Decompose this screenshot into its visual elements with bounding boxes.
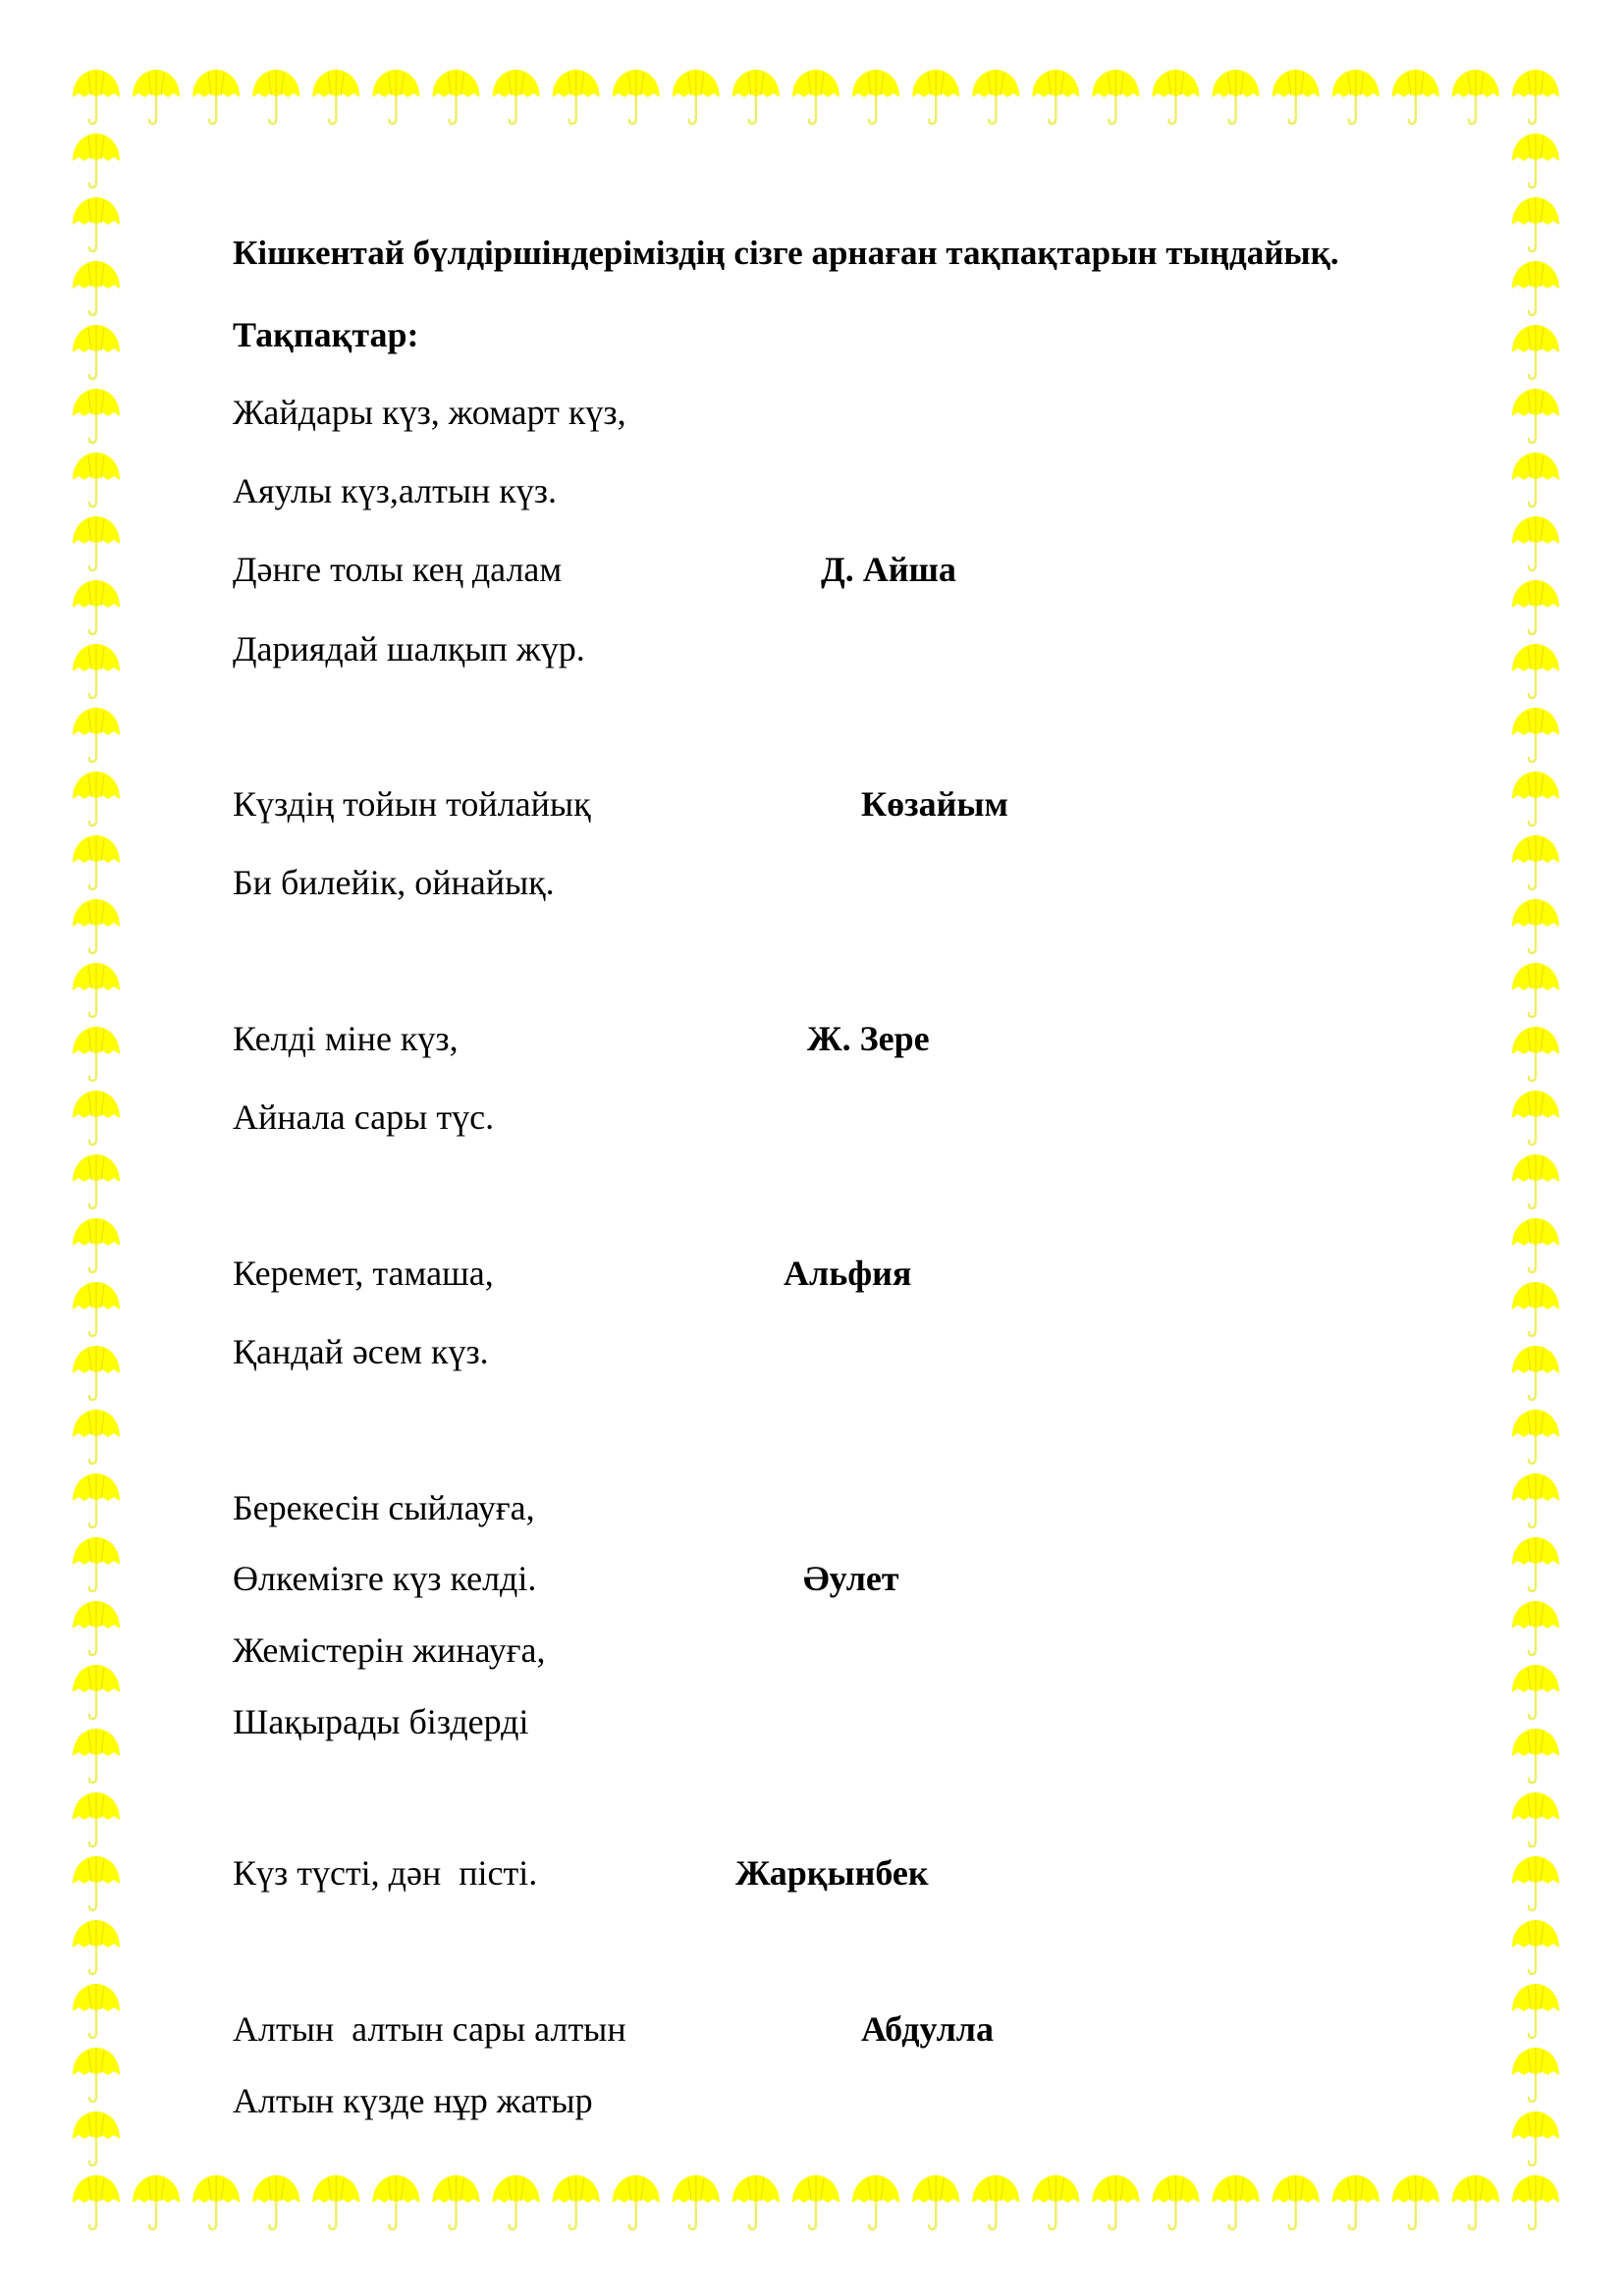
umbrella-icon [372, 2175, 419, 2229]
umbrella-icon [553, 70, 600, 124]
umbrella-icon [1512, 1027, 1559, 1081]
umbrella-icon [73, 453, 120, 507]
umbrella-icon [73, 644, 120, 698]
poem-line: Жайдары күз, жомарт күз, [233, 393, 626, 432]
umbrella-icon [792, 2175, 839, 2229]
umbrella-icon [732, 2175, 780, 2229]
poem-line: Келді міне күз, [233, 1019, 459, 1058]
umbrella-icon [1332, 70, 1380, 124]
umbrella-icon [1512, 708, 1559, 762]
poem-author: Альфия [784, 1254, 912, 1293]
umbrella-icon [1512, 1282, 1559, 1336]
umbrella-icon [1512, 1856, 1559, 1910]
umbrella-icon [1452, 2175, 1499, 2229]
umbrella-icon [372, 70, 419, 124]
umbrella-icon [1153, 70, 1200, 124]
umbrella-icon [73, 963, 120, 1017]
umbrella-icon [1512, 197, 1559, 251]
umbrella-icon [73, 1473, 120, 1527]
umbrella-icon [1512, 133, 1559, 187]
umbrella-icon [1512, 963, 1559, 1017]
umbrella-icon [1512, 1729, 1559, 1783]
umbrella-icon [252, 70, 299, 124]
umbrella-icon [1213, 2175, 1260, 2229]
poem-line: Күздің тойын тойлайық [233, 784, 591, 824]
umbrella-icon [1153, 2175, 1200, 2229]
umbrella-icon [673, 70, 720, 124]
umbrella-icon [73, 835, 120, 889]
umbrella-icon [73, 2111, 120, 2165]
umbrella-icon [73, 1920, 120, 1974]
umbrella-icon [133, 2175, 180, 2229]
umbrella-icon [1092, 70, 1139, 124]
umbrella-icon [433, 70, 480, 124]
umbrella-icon [972, 70, 1019, 124]
poem-line: Жемістерін жинауға, [233, 1630, 546, 1670]
umbrella-icon [73, 1792, 120, 1846]
umbrella-icon [1512, 1984, 1559, 2038]
poem-line: Күз түсті, дән пісті. [233, 1853, 538, 1893]
umbrella-icon [493, 70, 540, 124]
umbrella-icon [1512, 261, 1559, 315]
umbrella-icon [1512, 453, 1559, 507]
page-title: Кішкентай бүлдіршіндеріміздің сізге арнаған тақпақтарын тыңдайық. [233, 234, 1339, 272]
umbrella-icon [1213, 70, 1260, 124]
umbrella-icon [972, 2175, 1019, 2229]
section-subtitle: Тақпақтар: [233, 315, 419, 354]
umbrella-icon [73, 580, 120, 634]
umbrella-icon [493, 2175, 540, 2229]
umbrella-icon [912, 2175, 959, 2229]
umbrella-icon [73, 772, 120, 826]
umbrella-icon [1512, 644, 1559, 698]
umbrella-icon [1512, 1091, 1559, 1145]
umbrella-icon [1512, 1346, 1559, 1400]
umbrella-icon [912, 70, 959, 124]
umbrella-icon [73, 1601, 120, 1655]
umbrella-icon [1272, 70, 1320, 124]
umbrella-icon [73, 1665, 120, 1719]
umbrella-icon [312, 2175, 359, 2229]
umbrella-icon [73, 899, 120, 953]
umbrella-icon [73, 1027, 120, 1081]
umbrella-icon [73, 1282, 120, 1336]
umbrella-icon [73, 389, 120, 443]
umbrella-icon [1512, 772, 1559, 826]
umbrella-icon [73, 261, 120, 315]
poem-line: Айнала сары түс. [233, 1097, 495, 1137]
umbrella-icon [1392, 2175, 1439, 2229]
umbrella-icon [73, 1856, 120, 1910]
umbrella-icon [1512, 580, 1559, 634]
umbrella-icon [1512, 70, 1559, 124]
umbrella-icon [1512, 325, 1559, 379]
umbrella-icon [1512, 1792, 1559, 1846]
umbrella-icon [73, 1537, 120, 1591]
umbrella-icon [73, 2048, 120, 2102]
umbrella-icon [1512, 899, 1559, 953]
umbrella-icon [1512, 1218, 1559, 1272]
umbrella-icon [192, 70, 240, 124]
poem-line: Өлкемізге күз келді. [233, 1559, 537, 1598]
umbrella-icon [1512, 1410, 1559, 1464]
umbrella-icon [613, 70, 660, 124]
umbrella-icon [73, 516, 120, 570]
umbrella-icon [252, 2175, 299, 2229]
umbrella-icon [73, 1154, 120, 1208]
umbrella-icon [1512, 835, 1559, 889]
poem-line: Алтын күзде нұр жатыр [233, 2081, 593, 2120]
umbrella-icon [852, 2175, 899, 2229]
umbrella-icon [73, 325, 120, 379]
poem-line: Шақырады біздерді [233, 1702, 529, 1741]
poem-line: Керемет, тамаша, [233, 1254, 494, 1293]
umbrella-icon [1332, 2175, 1380, 2229]
umbrella-icon [553, 2175, 600, 2229]
umbrella-icon [73, 708, 120, 762]
umbrella-icon [1512, 1920, 1559, 1974]
poem-line: Дәнге толы кең далам [233, 550, 563, 589]
umbrella-icon [1272, 2175, 1320, 2229]
poem-line: Қандай әсем күз. [233, 1332, 489, 1371]
umbrella-icon [1392, 70, 1439, 124]
umbrella-icon [1512, 516, 1559, 570]
umbrella-icon [1512, 1601, 1559, 1655]
umbrella-icon [73, 197, 120, 251]
umbrella-icon [73, 70, 120, 124]
umbrella-icon [1032, 70, 1079, 124]
umbrella-icon [1512, 389, 1559, 443]
umbrella-icon [1512, 1665, 1559, 1719]
umbrella-icon [1032, 2175, 1079, 2229]
umbrella-icon [792, 70, 839, 124]
umbrella-icon [73, 2175, 120, 2229]
umbrella-icon [73, 133, 120, 187]
umbrella-icon [73, 1984, 120, 2038]
umbrella-icon [1512, 1473, 1559, 1527]
poem-author: Көзайым [861, 784, 1008, 824]
poem-line: Дариядай шалқып жүр. [233, 629, 585, 668]
umbrella-icon [1512, 1537, 1559, 1591]
umbrella-icon [613, 2175, 660, 2229]
umbrella-icon [1512, 2111, 1559, 2165]
umbrella-icon [133, 70, 180, 124]
umbrella-icon [1452, 70, 1499, 124]
poem-author: Абдулла [861, 2009, 994, 2049]
umbrella-icon [73, 1729, 120, 1783]
umbrella-icon [732, 70, 780, 124]
umbrella-icon [73, 1346, 120, 1400]
umbrella-icon [433, 2175, 480, 2229]
poem-author: Әулет [803, 1559, 899, 1598]
umbrella-icon [1092, 2175, 1139, 2229]
umbrella-icon [192, 2175, 240, 2229]
umbrella-icon [73, 1091, 120, 1145]
umbrella-icon [1512, 1154, 1559, 1208]
umbrella-icon [1512, 2048, 1559, 2102]
poem-author: Д. Айша [821, 550, 956, 589]
poem-line: Берекесін сыйлауға, [233, 1488, 535, 1527]
umbrella-icon [673, 2175, 720, 2229]
umbrella-icon [73, 1218, 120, 1272]
umbrella-icon [312, 70, 359, 124]
umbrella-icon [1512, 2175, 1559, 2229]
poem-line: Аяулы күз,алтын күз. [233, 471, 557, 510]
poem-line: Би билейік, ойнайық. [233, 863, 555, 902]
umbrella-icon [852, 70, 899, 124]
poem-author: Ж. Зере [807, 1019, 930, 1058]
poem-author: Жарқынбек [735, 1853, 929, 1893]
umbrella-icon [73, 1410, 120, 1464]
poem-line: Алтын алтын сары алтын [233, 2009, 626, 2049]
